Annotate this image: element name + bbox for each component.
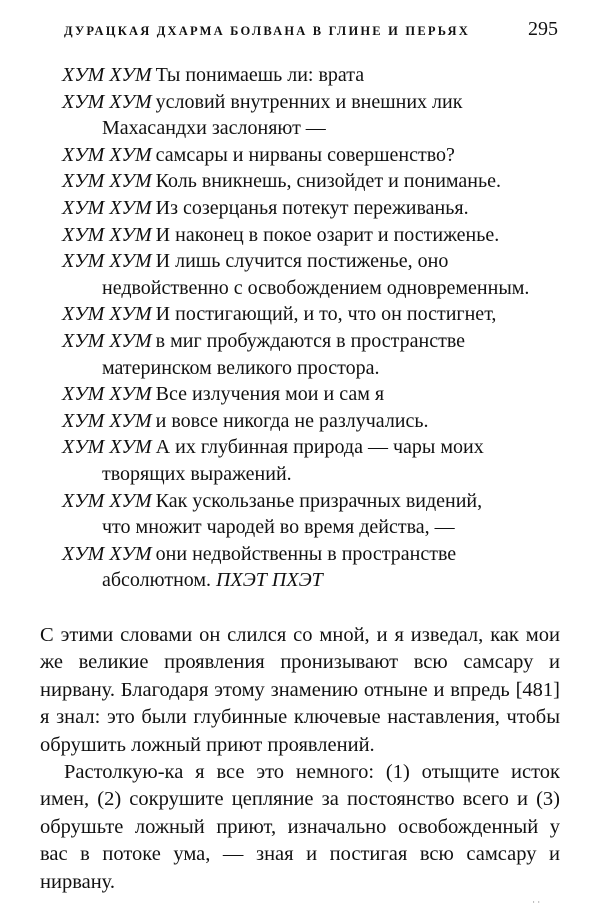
verse-text: И лишь случится постиженье, оно	[155, 250, 449, 273]
verse-text: самсары и нирваны совершенство?	[155, 143, 455, 166]
verse-text: Коль вникнешь, снизойдет и пониманье.	[155, 170, 501, 193]
prose-block	[40, 622, 560, 896]
verse-text: И наконец в покое озарит и постиженье.	[155, 223, 500, 246]
verse-text: условий внутренних и внешних лик	[155, 90, 463, 113]
verse-line	[62, 168, 572, 195]
hum-refrain: ХУМ ХУМ	[62, 329, 152, 352]
verse-line	[62, 195, 572, 222]
verse-line	[62, 488, 572, 515]
verse-line-continued	[62, 514, 572, 541]
verse-line	[62, 89, 572, 116]
verse-text: и вовсе никогда не разлучались.	[155, 409, 429, 432]
hum-refrain: ХУМ ХУМ	[62, 223, 152, 246]
hum-refrain: ХУМ ХУМ	[62, 409, 152, 432]
verse-line	[62, 408, 572, 435]
verse-line-continued	[62, 567, 572, 594]
verse-line	[62, 328, 572, 355]
verse-text: Как ускользанье призрачных видений,	[155, 489, 483, 512]
verse-line-continued	[62, 355, 572, 382]
page-number: 295	[528, 18, 558, 40]
verse-text: абсолютном.	[102, 569, 212, 592]
verse-block	[62, 62, 572, 594]
running-title: ДУРАЦКАЯ ДХАРМА БОЛВАНА В ГЛИНЕ И ПЕРЬЯХ	[64, 24, 470, 38]
verse-text: Махасандхи заслоняют —	[102, 117, 326, 140]
hum-refrain: ХУМ ХУМ	[62, 436, 152, 459]
hum-refrain: ХУМ ХУМ	[62, 143, 152, 166]
verse-line	[62, 381, 572, 408]
hum-refrain: ХУМ ХУМ	[62, 303, 152, 326]
verse-line	[62, 541, 572, 568]
verse-line	[62, 301, 572, 328]
verse-line	[62, 62, 572, 89]
verse-text: И постигающий, и то, что он постигнет,	[155, 303, 497, 326]
verse-line	[62, 222, 572, 249]
paragraph: С этими словами он слился со мной, и я изведал, как мои же великие проявления пронизывают всю самсару и нирвану. Благодаря этому знамению отныне и впредь [481] я знал: это были глубинные ключевые наставления, чтобы обрушить ложный приют проявлений.	[40, 624, 560, 756]
corner-dots-mark: · ·	[532, 898, 540, 907]
verse-line	[62, 434, 572, 461]
page-header	[64, 18, 558, 42]
hum-refrain: ХУМ ХУМ	[62, 542, 152, 565]
hum-refrain: ХУМ ХУМ	[62, 250, 152, 273]
hum-refrain: ХУМ ХУМ	[62, 196, 152, 219]
verse-text: А их глубинная природа — чары моих	[155, 436, 484, 459]
hum-refrain: ХУМ ХУМ	[62, 64, 152, 86]
verse-text: недвойственно с освобождением одновременным.	[102, 276, 530, 299]
hum-refrain: ХУМ ХУМ	[62, 383, 152, 406]
verse-line	[62, 248, 572, 275]
verse-line-continued	[62, 461, 572, 488]
verse-text: Ты понимаешь ли: врата	[155, 64, 365, 86]
hum-refrain: ХУМ ХУМ	[62, 170, 152, 193]
verse-text: они недвойственны в пространстве	[155, 542, 457, 565]
phet-refrain: ПХЭТ ПХЭТ	[216, 569, 323, 592]
verse-text: в миг пробуждаются в пространстве	[155, 329, 466, 352]
verse-line-continued	[62, 275, 572, 302]
verse-line-continued	[62, 115, 572, 142]
verse-text: материнском великого простора.	[102, 356, 380, 379]
hum-refrain: ХУМ ХУМ	[62, 489, 152, 512]
verse-text: что множит чародей во время действа, —	[102, 516, 455, 539]
hum-refrain: ХУМ ХУМ	[62, 90, 152, 113]
verse-text: творящих выражений.	[102, 462, 292, 485]
verse-text: Из созерцанья потекут переживанья.	[155, 196, 469, 219]
verse-text: Все излучения мои и сам я	[155, 383, 385, 406]
paragraph: Растолкую-ка я все это немного: (1) отыщите исток имен, (2) сокрушите цепляние за постоянство всего и (3) обрушьте ложный приют, изначально освобожденный у вас в потоке ума, — зная и постигая всю самсару и нирвану.	[40, 761, 560, 893]
verse-line	[62, 142, 572, 169]
